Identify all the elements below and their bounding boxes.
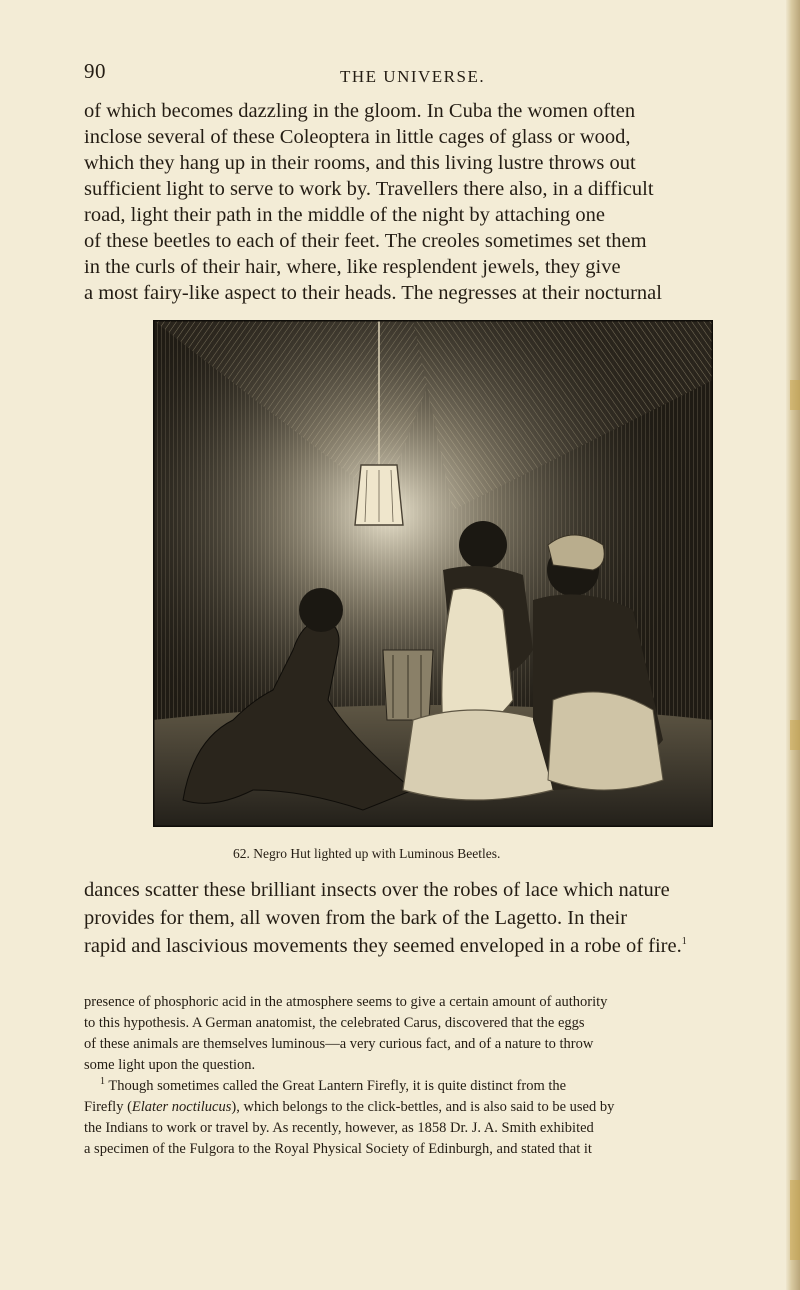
figure-right-dress	[548, 692, 663, 790]
text-line: provides for them, all woven from the bark of the Lagetto. In their	[84, 907, 628, 929]
body-paragraph-continued	[84, 876, 774, 960]
footnote-1-line: the Indians to work or travel by. As recently, however, as 1858 Dr. J. A. Smith exhibited	[84, 1120, 594, 1136]
footnote-text: ), which belongs to the click-bettles, and is also said to be used by	[231, 1099, 615, 1115]
text-line: a most fairy-like aspect to their heads. The negresses at their nocturnal	[84, 282, 662, 304]
text-line: road, light their path in the middle of the night by attaching one	[84, 204, 605, 226]
text-line: in the curls of their hair, where, like resplendent jewels, they give	[84, 256, 621, 278]
text-line: of these beetles to each of their feet. The creoles sometimes set them	[84, 230, 647, 252]
figure-caption: 62. Negro Hut lighted up with Luminous Beetles.	[233, 846, 501, 861]
text-line-content: rapid and lascivious movements they seemed enveloped in a robe of fire.	[84, 935, 682, 957]
page-number: 90	[84, 59, 106, 83]
paper-stain	[790, 1180, 800, 1260]
text-line: sufficient light to serve to work by. Travellers there also, in a difficult	[84, 178, 654, 200]
white-skirt	[403, 710, 553, 800]
footnote-continuation-line: some light upon the question.	[84, 1057, 256, 1073]
text-line: dances scatter these brilliant insects over the robes of lace which nature	[84, 879, 670, 901]
text-line: of which becomes dazzling in the gloom. In Cuba the women often	[84, 100, 636, 122]
footnote-text: Though sometimes called the Great Lantern Firefly, it is quite distinct from the	[108, 1078, 567, 1094]
footnote-text: Firefly (	[84, 1099, 132, 1115]
text-line: which they hang up in their rooms, and this living lustre throws out	[84, 152, 636, 174]
footnote-1-line	[84, 1076, 776, 1097]
running-title: THE UNIVERSE.	[340, 67, 486, 86]
species-name: Elater noctilucus	[131, 1099, 232, 1115]
footnote-continuation-line: presence of phosphoric acid in the atmosphere seems to give a certain amount of authority	[84, 994, 608, 1010]
paper-stain	[790, 380, 800, 410]
page-edge	[786, 0, 800, 1290]
footnote-1-line: a specimen of the Fulgora to the Royal Physical Society of Edinburgh, and stated that it	[84, 1141, 592, 1157]
footnote-continuation-line: of these animals are themselves luminous—a very curious fact, and of a nature to throw	[84, 1036, 594, 1052]
paper-stain	[790, 720, 800, 750]
body-paragraph-top	[84, 98, 774, 306]
text-line: inclose several of these Coleoptera in little cages of glass or wood,	[84, 126, 631, 148]
footnotes	[84, 992, 776, 1160]
footnote-reference: 1	[681, 936, 687, 948]
text-line	[84, 932, 774, 960]
footnote-marker: 1	[100, 1076, 105, 1088]
footnote-1-line	[84, 1097, 776, 1118]
engraving-illustration	[153, 320, 713, 827]
figure-head-center	[459, 521, 507, 569]
figure-head-left	[299, 588, 343, 632]
hut-engraving	[153, 320, 713, 827]
footnote-continuation-line: to this hypothesis. A German anatomist, the celebrated Carus, discovered that the eggs	[84, 1015, 585, 1031]
headscarf	[548, 535, 604, 570]
